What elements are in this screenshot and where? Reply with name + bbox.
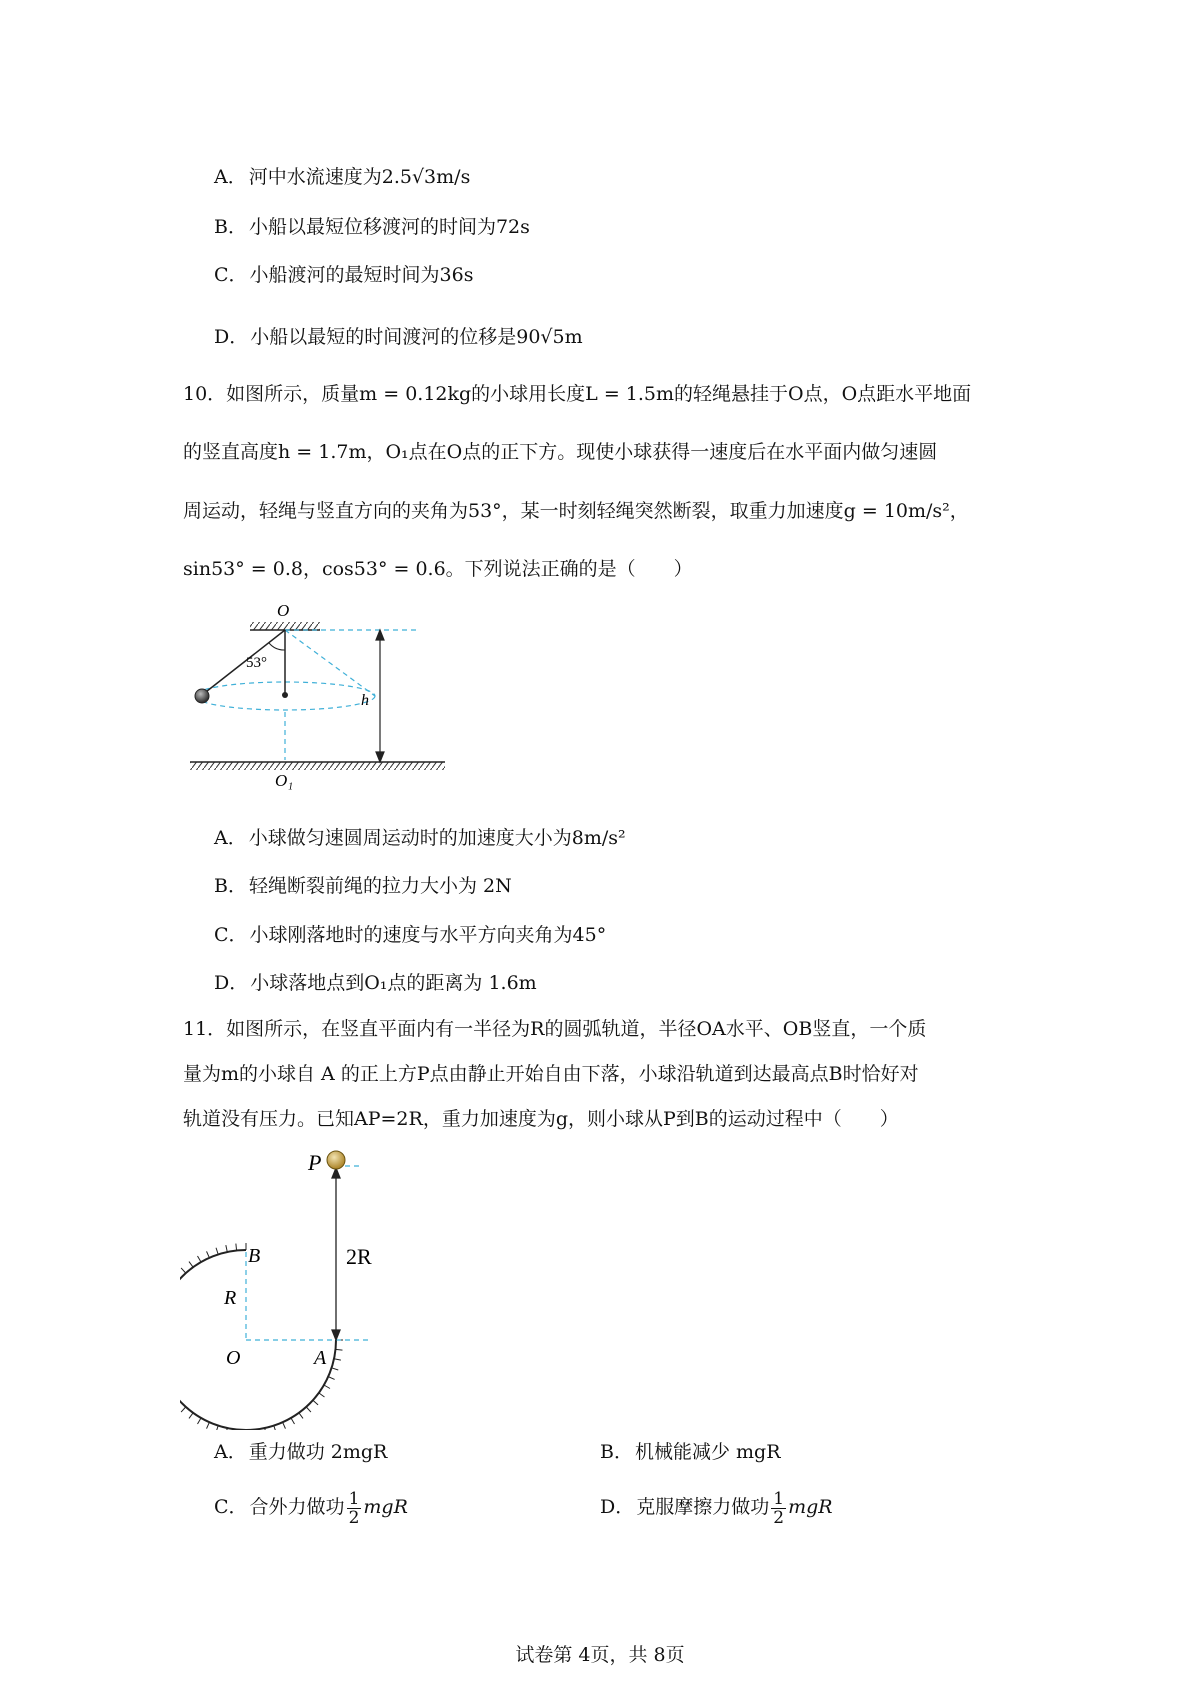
- track-hatch-tick: [181, 1407, 186, 1412]
- q10-stem-line-3: 周运动，轻绳与竖直方向的夹角为53°，某一时刻轻绳突然断裂，取重力加速度g = 10m/s²，: [183, 500, 969, 522]
- label-o1: O₁: [275, 771, 294, 790]
- track-hatch-tick: [313, 1400, 318, 1405]
- q11-option-c: [214, 1487, 408, 1527]
- track-hatch-tick: [324, 1385, 330, 1389]
- track-hatch-tick: [319, 1393, 325, 1397]
- track-hatch-tick: [198, 1256, 202, 1262]
- track-hatch-tick: [226, 1245, 227, 1252]
- track-hatch-tick: [216, 1248, 218, 1255]
- track-hatch-tick: [336, 1349, 343, 1350]
- option-label: D．: [214, 326, 249, 348]
- q11-stem-line-2: 量为m的小球自 A 的正上方P点由静止开始自由下落，小球沿轨道到达最高点B时恰好对: [183, 1063, 919, 1085]
- option-text: 小球落地点到O₁点的距离为 1.6m: [250, 972, 537, 994]
- option-text: 重力做功 2mgR: [248, 1441, 388, 1463]
- label-b: B: [248, 1245, 261, 1267]
- option-label: A．: [214, 166, 247, 188]
- track-hatch-tick: [334, 1359, 341, 1360]
- conical-pendulum-figure: [180, 600, 460, 800]
- track-hatch-tick: [181, 1268, 186, 1273]
- track-hatch-tick: [328, 1377, 334, 1380]
- option-label: C．: [214, 264, 248, 286]
- q11-option-d: [600, 1487, 833, 1527]
- option-text: 小船渡河的最短时间为36s: [249, 264, 474, 286]
- option-label: B．: [214, 216, 247, 238]
- option-text: 小球刚落地时的速度与水平方向夹角为45°: [249, 924, 607, 946]
- small-ball: [195, 689, 209, 703]
- q10-stem-line-1: 10．如图所示，质量m = 0.12kg的小球用长度L = 1.5m的轻绳悬挂于O点，O点距水平地面: [183, 383, 972, 405]
- option-text: 小球做匀速圆周运动时的加速度大小为8m/s²: [248, 827, 626, 849]
- fraction-one-half: [347, 1490, 362, 1527]
- option-text-pre: 克服摩擦力做功: [636, 1496, 770, 1518]
- track-hatch-tick: [283, 1422, 286, 1428]
- track-hatch-tick: [236, 1244, 237, 1251]
- q11-option-a: [214, 1438, 387, 1466]
- fraction-one-half: [771, 1490, 786, 1527]
- track-hatch-tick: [207, 1422, 210, 1428]
- ball-p: [327, 1151, 345, 1169]
- track-hatch-tick: [306, 1407, 311, 1412]
- q9-option-c: [214, 261, 473, 289]
- label-h: h: [361, 692, 369, 709]
- option-text: 机械能减少 mgR: [634, 1441, 781, 1463]
- label-p: P: [308, 1150, 322, 1175]
- cone-dashed-lines: [195, 630, 420, 760]
- q10-option-a: [214, 824, 626, 852]
- track-hatch-tick: [189, 1413, 193, 1419]
- arc-track: [180, 1243, 343, 1430]
- option-label: D．: [214, 972, 249, 994]
- option-label: C．: [214, 1496, 248, 1518]
- fraction-denominator: 2: [773, 1507, 785, 1528]
- q11-stem-line-1: 11．如图所示，在竖直平面内有一半径为R的圆弧轨道，半径OA水平、OB竖直，一个质: [183, 1018, 927, 1040]
- track-hatch-tick: [291, 1418, 295, 1424]
- q10-option-c: [214, 921, 606, 949]
- page-footer: 试卷第 4页，共 8页: [515, 1644, 685, 1666]
- option-text-pre: 合外力做功: [249, 1496, 345, 1518]
- q9-option-b: [214, 213, 530, 241]
- q10-option-b: [214, 872, 512, 900]
- track-hatch-tick: [189, 1262, 193, 1268]
- option-text-post: mgR: [363, 1496, 408, 1518]
- option-label: D．: [600, 1496, 635, 1518]
- option-label: C．: [214, 924, 248, 946]
- label-o: O: [226, 1347, 241, 1369]
- option-label: B．: [600, 1441, 633, 1463]
- track-hatch-tick: [332, 1368, 339, 1370]
- arc-track-figure: [180, 1140, 400, 1430]
- q10-option-d: [214, 969, 537, 997]
- option-text: 小船以最短位移渡河的时间为72s: [248, 216, 530, 238]
- fraction-numerator: 1: [348, 1488, 360, 1509]
- track-hatch-tick: [207, 1251, 210, 1257]
- q10-stem-line-4: sin53° = 0.8，cos53° = 0.6。下列说法正确的是（ ）: [183, 558, 693, 580]
- angle-arc: [269, 643, 285, 650]
- center-point: [282, 692, 288, 698]
- light-rope: [202, 630, 285, 695]
- label-2r: 2R: [346, 1244, 372, 1269]
- label-o: O: [277, 601, 290, 620]
- option-label: A．: [214, 827, 247, 849]
- height-dimension: [376, 630, 384, 762]
- option-label: B．: [214, 875, 247, 897]
- label-angle: 53°: [246, 655, 267, 671]
- option-text: 河中水流速度为2.5√3m/s: [248, 166, 471, 188]
- option-label: A．: [214, 1441, 247, 1463]
- fraction-denominator: 2: [348, 1507, 360, 1528]
- q11-stem-line-3: 轨道没有压力。已知AP=2R，重力加速度为g，则小球从P到B的运动过程中（ ）: [183, 1108, 899, 1130]
- ground: [190, 762, 445, 770]
- q9-option-a: [214, 163, 470, 191]
- option-text: 小船以最短的时间渡河的位移是90√5m: [250, 326, 583, 348]
- ceiling: [250, 622, 320, 630]
- label-a: A: [314, 1347, 327, 1369]
- track-hatch-tick: [299, 1413, 303, 1419]
- option-text-post: mgR: [788, 1496, 833, 1518]
- drop-height-arrow: [332, 1168, 340, 1340]
- option-text: 轻绳断裂前绳的拉力大小为 2N: [248, 875, 512, 897]
- q10-stem-line-2: 的竖直高度h = 1.7m，O₁点在O点的正下方。现使小球获得一速度后在水平面内做匀速圆: [183, 441, 938, 463]
- q9-option-d: [214, 323, 583, 351]
- track-hatch-tick: [198, 1418, 202, 1424]
- fraction-numerator: 1: [773, 1488, 785, 1509]
- q11-option-b: [600, 1438, 781, 1466]
- label-r: R: [224, 1287, 237, 1309]
